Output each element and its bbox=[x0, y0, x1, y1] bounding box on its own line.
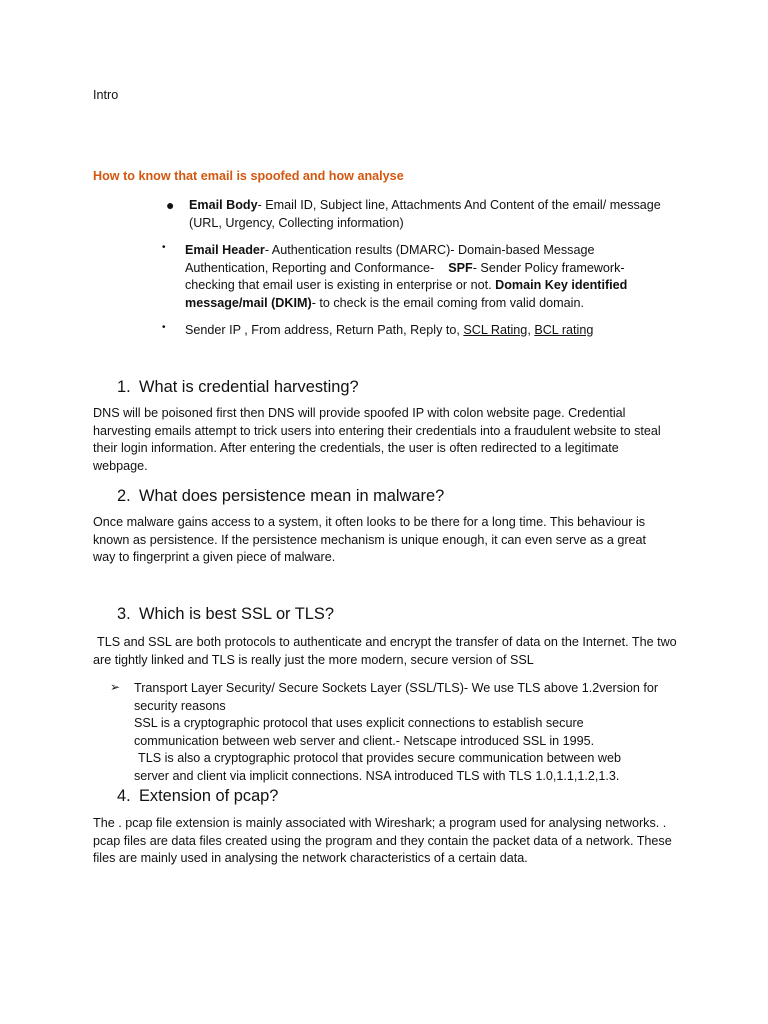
bullet-marker: • bbox=[162, 242, 166, 253]
question-title: Which is best SSL or TLS? bbox=[139, 605, 334, 623]
arrow-bullet-line-1: Transport Layer Security/ Secure Sockets Layer (SSL/TLS)- We use TLS above 1.2version for security reasons bbox=[134, 681, 659, 713]
bullet-text: - Authentication results (DMARC)- Domain-based Message Authentication, Reporting and Conformance- bbox=[185, 243, 595, 275]
bullet-text: - Sender Policy framework- checking that email user is existing in enterprise or not. bbox=[185, 260, 625, 293]
question-1-heading bbox=[117, 377, 359, 397]
question-title: What does persistence mean in malware? bbox=[139, 487, 445, 505]
bullet-bold: Email Body bbox=[189, 198, 258, 212]
bullet-bold: Domain Key identified message/mail (DKIM) bbox=[185, 278, 628, 310]
arrow-bullet-line-3: TLS is also a cryptographic protocol that provides secure communication between web server and client via implicit connections. NSA introduced TLS with TLS 1.0,1.1,1.2,1.3. bbox=[134, 751, 622, 783]
comma: , bbox=[527, 323, 531, 337]
question-3-heading bbox=[117, 604, 334, 624]
bullet-bold: Email Header bbox=[185, 243, 265, 257]
bullet-bold: SPF bbox=[448, 260, 473, 275]
arrow-bullet-icon: ➢ bbox=[110, 680, 121, 694]
question-number: 3. bbox=[117, 605, 131, 623]
bullet-email-header bbox=[185, 242, 653, 312]
bullet-text: Sender IP , From address, Return Path, Reply to, bbox=[185, 323, 460, 337]
bullet-text: - Email ID, Subject line, Attachments And Content of the email/ message (URL, Urgency, Collecting information) bbox=[189, 198, 661, 230]
bullet-email-body bbox=[189, 197, 679, 232]
intro-label: Intro bbox=[93, 88, 119, 102]
bullet-text: - to check is the email coming from valid domain. bbox=[311, 295, 584, 310]
question-4-heading bbox=[117, 786, 278, 806]
bullet-marker: ● bbox=[166, 197, 175, 213]
question-4-answer: The . pcap file extension is mainly associated with Wireshark; a program used for analysing networks. . pcap files are data files created using the program and they contain the packet data of a network. These files are mainly used in analysing the network characteristics of a certain data. bbox=[93, 816, 672, 866]
question-number: 1. bbox=[117, 378, 131, 396]
bullet-sender-ip bbox=[185, 322, 665, 340]
arrow-bullet-line-2: SSL is a cryptographic protocol that uses explicit connections to establish secure communication between web server and client.- Netscape introduced SSL in 1995. bbox=[134, 716, 595, 748]
scl-rating-link[interactable]: SCL Rating bbox=[463, 323, 528, 337]
question-2-heading bbox=[117, 486, 444, 506]
question-2-answer: Once malware gains access to a system, it often looks to be there for a long time. This behaviour is known as persistence. If the persistence mechanism is unique enough, it can even serve as a great way to fingerprint a given piece of malware. bbox=[93, 515, 647, 565]
bullet-marker: • bbox=[162, 322, 166, 333]
section-heading: How to know that email is spoofed and how analyse bbox=[93, 169, 404, 183]
question-3-answer: TLS and SSL are both protocols to authenticate and encrypt the transfer of data on the Internet. The two are tightly linked and TLS is really just the more modern, secure version of SSL bbox=[93, 635, 677, 667]
bcl-rating-link[interactable]: BCL rating bbox=[534, 323, 594, 337]
question-title: Extension of pcap? bbox=[139, 787, 279, 805]
question-1-answer: DNS will be poisoned first then DNS will provide spoofed IP with colon website page. Credential harvesting emails attempt to trick users into entering their credentials into a fraudulent website to steal their login information. After entering the credentials, the user is often redirected to a legitimate webpage. bbox=[93, 406, 661, 473]
question-number: 4. bbox=[117, 787, 131, 805]
question-number: 2. bbox=[117, 487, 131, 505]
question-title: What is credential harvesting? bbox=[139, 378, 359, 396]
